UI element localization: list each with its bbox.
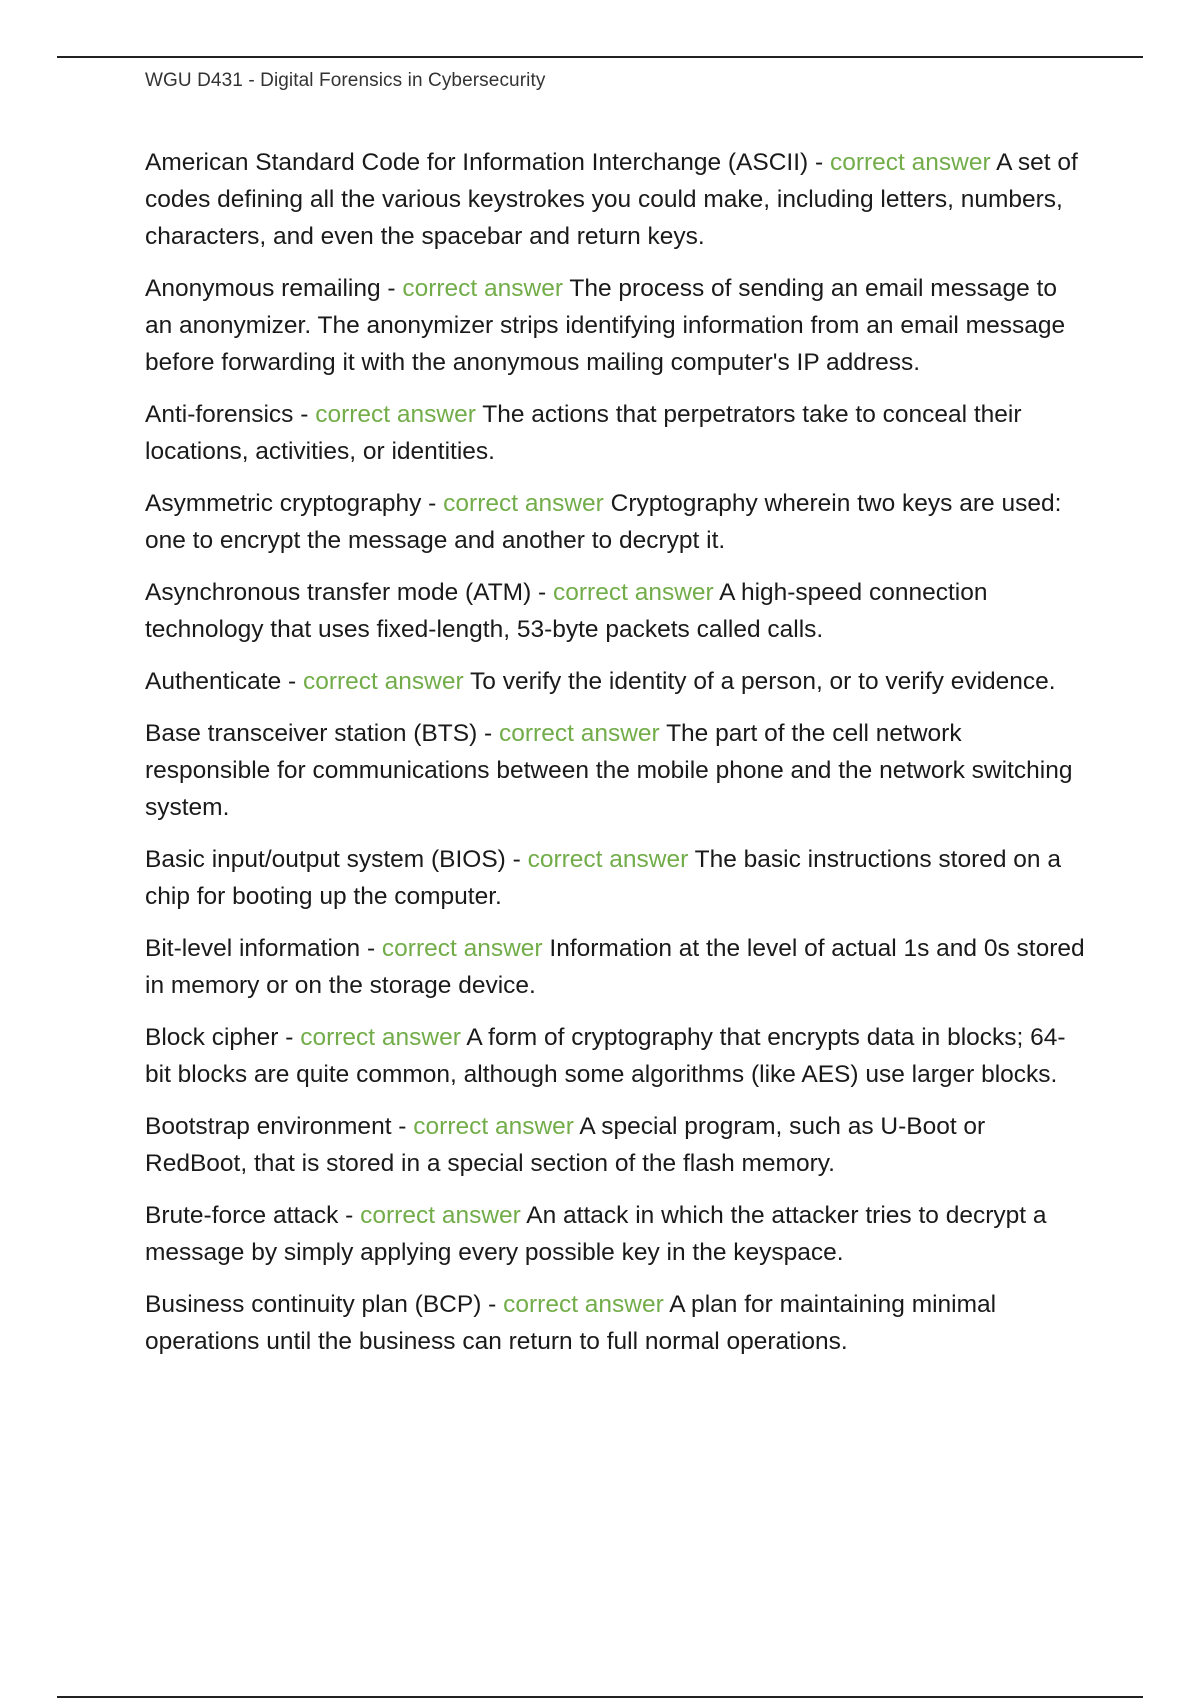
header-divider (57, 56, 1143, 58)
glossary-entry (145, 715, 1085, 826)
entry-term: Base transceiver station (BTS) - (145, 720, 500, 747)
answer-label: correct answer (443, 490, 604, 517)
entry-term: Asymmetric cryptography - (145, 490, 444, 517)
entry-term: Basic input/output system (BIOS) - (145, 846, 528, 873)
entry-term: Bit-level information - (145, 935, 382, 962)
entry-definition: A plan for maintaining minimal operations until the business can return to full normal operations. (145, 1291, 997, 1355)
glossary-entry (145, 485, 1085, 559)
entry-term: Block cipher - (145, 1024, 301, 1051)
answer-label: correct answer (553, 579, 714, 606)
entry-term: Bootstrap environment - (145, 1113, 414, 1140)
entry-term: Anti-forensics - (145, 401, 316, 428)
answer-label: correct answer (315, 401, 476, 428)
entry-definition: The part of the cell network responsible for communications between the mobile phone and the network switching system. (145, 720, 1073, 821)
entry-term: Anonymous remailing - (145, 275, 403, 302)
entry-term: American Standard Code for Information Interchange (ASCII) - (145, 149, 830, 176)
glossary-entry (145, 663, 1085, 700)
entry-definition: Information at the level of actual 1s and 0s stored in memory or on the storage device. (145, 935, 1085, 999)
answer-label: correct answer (302, 668, 464, 695)
answer-label: correct answer (413, 1113, 574, 1140)
entry-definition: Cryptography wherein two keys are used: one to encrypt the message and another to decrypt it. (145, 490, 1062, 554)
entry-definition: A form of cryptography that encrypts data in blocks; 64-bit blocks are quite common, although some algorithms (like AES) use larger blocks. (145, 1024, 1066, 1088)
answer-label: correct answer (360, 1202, 521, 1229)
glossary-entry (145, 1108, 1085, 1182)
entry-definition: The actions that perpetrators take to conceal their locations, activities, or identities. (145, 401, 1022, 465)
answer-label: correct answer (300, 1024, 461, 1051)
glossary-entry (145, 1197, 1085, 1271)
answer-label: correct answer (829, 149, 991, 176)
entry-term: Asynchronous transfer mode (ATM) - (145, 579, 554, 606)
entry-definition: The process of sending an email message to an anonymizer. The anonymizer strips identifying information from an email message before forwarding it with the anonymous mailing computer's IP address. (145, 275, 1066, 376)
entry-definition: An attack in which the attacker tries to decrypt a message by simply applying every possible key in the keyspace. (145, 1202, 1047, 1266)
answer-label: correct answer (402, 275, 564, 302)
entry-definition: A set of codes defining all the various keystrokes you could make, including letters, numbers, characters, and even the spacebar and return keys. (145, 149, 1078, 250)
entry-term: Brute-force attack - (145, 1202, 361, 1229)
entry-term: Business continuity plan (BCP) - (145, 1291, 504, 1318)
glossary-list (145, 144, 1085, 1375)
answer-label: correct answer (503, 1291, 664, 1318)
footer-divider (57, 1696, 1143, 1698)
entry-definition: A special program, such as U-Boot or RedBoot, that is stored in a special section of the flash memory. (145, 1113, 986, 1177)
glossary-entry (145, 1286, 1085, 1360)
glossary-entry (145, 574, 1085, 648)
entry-definition: A high-speed connection technology that uses fixed-length, 53-byte packets called calls. (145, 579, 988, 643)
glossary-entry (145, 396, 1085, 470)
answer-label: correct answer (499, 720, 660, 747)
glossary-entry (145, 1019, 1085, 1093)
glossary-entry (145, 144, 1085, 255)
glossary-entry (145, 841, 1085, 915)
answer-label: correct answer (381, 935, 543, 962)
glossary-entry (145, 930, 1085, 1004)
document-header: WGU D431 - Digital Forensics in Cybersecurity (145, 70, 546, 91)
glossary-entry (145, 270, 1085, 381)
entry-definition: The basic instructions stored on a chip for booting up the computer. (145, 846, 1061, 910)
entry-definition: To verify the identity of a person, or to verify evidence. (470, 668, 1056, 695)
entry-term: Authenticate - (145, 668, 303, 695)
answer-label: correct answer (527, 846, 689, 873)
